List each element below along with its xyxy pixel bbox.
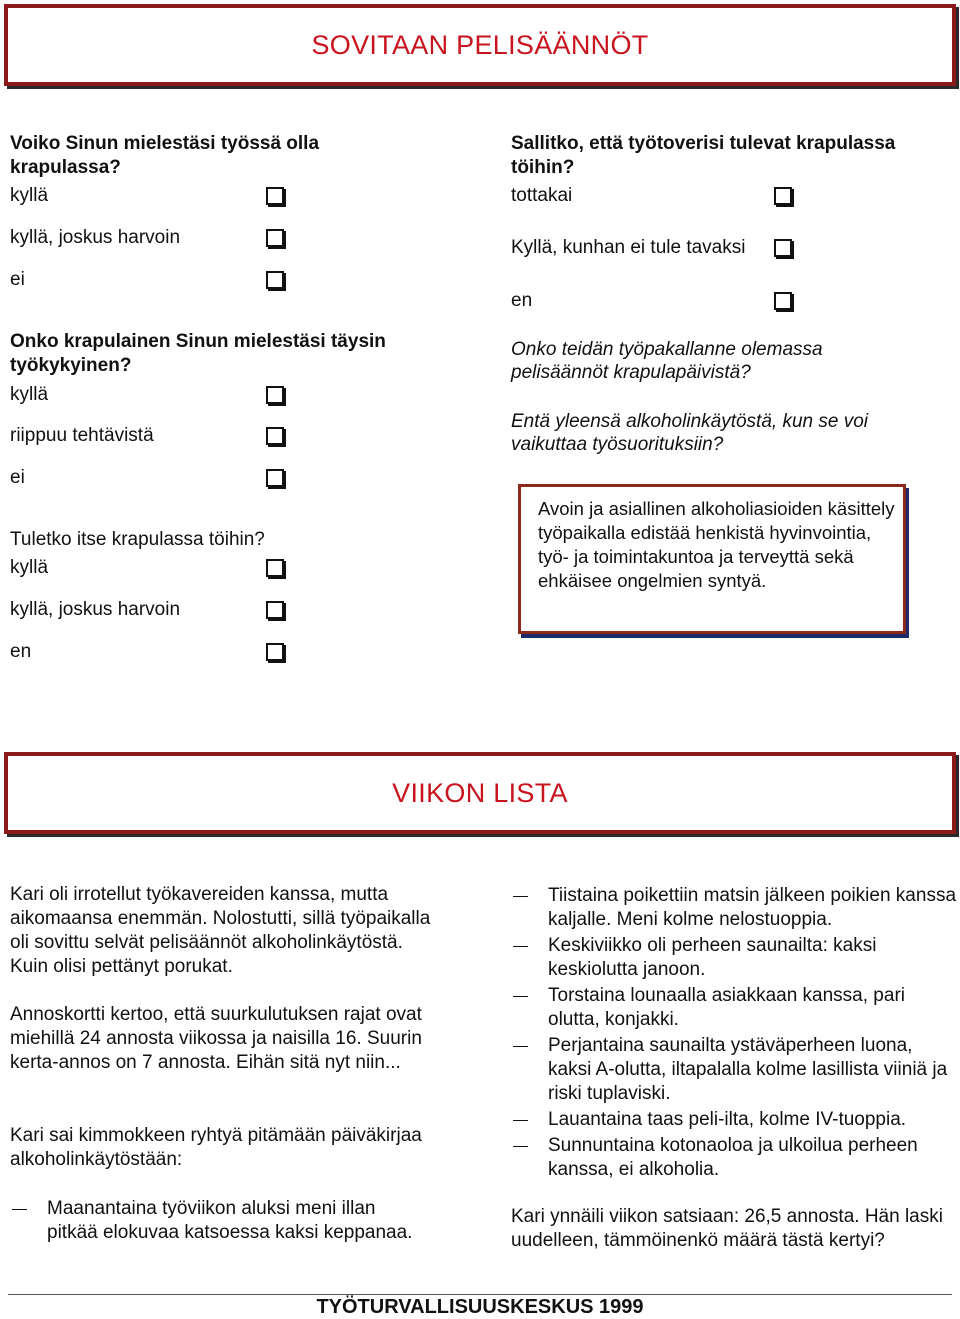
- right-bullet-list: [511, 884, 956, 1184]
- reflection-question-1: Onko teidän työpakallanne olemassa pelisäännöt krapulapäivistä?: [511, 339, 823, 383]
- q2-option-3-label: ei: [10, 467, 25, 488]
- question-4: Sallitko, että työtoverisi tulevat krapulassa töihin?: [511, 133, 896, 178]
- q1-option-2-checkbox[interactable]: [266, 229, 284, 247]
- callout-box: [518, 484, 906, 634]
- q2-option-1-checkbox[interactable]: [266, 386, 284, 404]
- question-1: Voiko Sinun mielestäsi työssä olla krapulassa?: [10, 133, 320, 178]
- dash-icon: [513, 896, 528, 897]
- list-item-text: Keskiviikko oli perheen saunailta: kaksi keskiolutta janoon.: [548, 935, 877, 980]
- q4-option-3-label: en: [511, 290, 533, 311]
- list-item: [10, 1197, 430, 1245]
- dash-icon: [513, 1046, 528, 1047]
- q4-option-3-checkbox[interactable]: [774, 292, 792, 310]
- q3-option-2-label: kyllä, joskus harvoin: [10, 599, 181, 620]
- footer-divider: [8, 1294, 952, 1295]
- q3-option-3-label: en: [10, 641, 32, 662]
- dash-icon: [513, 1146, 528, 1147]
- story-paragraph-3: Kari sai kimmokkeen ryhtyä pitämään päiväkirjaa alkoholinkäytöstään:: [10, 1125, 422, 1170]
- reflection-question-2: Entä yleensä alkoholinkäytöstä, kun se voi vaikuttaa työsuorituksiin?: [511, 411, 868, 455]
- q3-option-1-label: kyllä: [10, 557, 49, 578]
- q4-option-1-label: tottakai: [511, 185, 573, 206]
- list-item: [511, 1134, 956, 1182]
- left-bullet-list: [10, 1197, 430, 1247]
- q1-option-1-label: kyllä: [10, 185, 49, 206]
- list-item-text: Perjantaina saunailta ystäväperheen luona, kaksi A-olutta, iltapalalla kolme lasillista viiniä ja riski tuplaviski.: [548, 1035, 948, 1104]
- story-conclusion: Kari ynnäili viikon satsiaan: 26,5 annosta. Hän laski uudelleen, tämmöinenkö määrä tästä kertyi?: [511, 1206, 943, 1251]
- q4-option-2-checkbox[interactable]: [774, 239, 792, 257]
- list-item-text: Torstaina lounaalla asiakkaan kanssa, pari olutta, konjakki.: [548, 985, 905, 1030]
- q1-option-2-label: kyllä, joskus harvoin: [10, 227, 181, 248]
- callout-text: Avoin ja asiallinen alkoholiasioiden käsittely työpaikalla edistää henkistä hyvinvointia, työ- ja toimintakuntoa ja terveyttä sekä ehkäisee ongelmien syntyä.: [538, 498, 895, 591]
- q1-option-3-label: ei: [10, 269, 25, 290]
- list-item-text: Maanantaina työviikon aluksi meni illan pitkää elokuvaa katsoessa kaksi keppanaa.: [47, 1198, 413, 1243]
- header-title-box: [4, 4, 956, 86]
- list-item: [511, 1108, 956, 1132]
- list-item-text: Sunnuntaina kotonaoloa ja ulkoilua perheen kanssa, ei alkoholia.: [548, 1135, 918, 1180]
- list-item-text: Lauantaina taas peli-ilta, kolme IV-tuoppia.: [548, 1109, 907, 1130]
- q1-option-3-checkbox[interactable]: [266, 271, 284, 289]
- section-title-box: [4, 752, 956, 834]
- q3-option-2-checkbox[interactable]: [266, 601, 284, 619]
- q4-option-2-label: Kyllä, kunhan ei tule tavaksi: [511, 237, 746, 258]
- list-item: [511, 934, 956, 982]
- q4-option-1-checkbox[interactable]: [774, 187, 792, 205]
- q2-option-3-checkbox[interactable]: [266, 469, 284, 487]
- q3-option-3-checkbox[interactable]: [266, 643, 284, 661]
- section-title: VIIKON LISTA: [392, 777, 568, 808]
- q3-option-1-checkbox[interactable]: [266, 559, 284, 577]
- q2-option-2-checkbox[interactable]: [266, 427, 284, 445]
- dash-icon: [513, 946, 528, 947]
- list-item: [511, 1034, 956, 1106]
- list-item: [511, 884, 956, 932]
- question-2: Onko krapulainen Sinun mielestäsi täysin työkykyinen?: [10, 331, 386, 376]
- footer-text: TYÖTURVALLISUUSKESKUS 1999: [316, 1296, 644, 1318]
- dash-icon: [513, 996, 528, 997]
- page-title: SOVITAAN PELISÄÄNNÖT: [311, 29, 649, 60]
- list-item: [511, 984, 956, 1032]
- q1-option-1-checkbox[interactable]: [266, 187, 284, 205]
- q2-option-1-label: kyllä: [10, 384, 49, 405]
- list-item-text: Tiistaina poikettiin matsin jälkeen poikien kanssa kaljalle. Meni kolme nelostuoppia.: [548, 885, 957, 930]
- question-3: Tuletko itse krapulassa töihin?: [10, 529, 265, 550]
- q2-option-2-label: riippuu tehtävistä: [10, 425, 154, 446]
- story-paragraph-1: Kari oli irrotellut työkavereiden kanssa, mutta aikomaansa enemmän. Nolostutti, sillä työpaikalla oli sovittu selvät pelisäännöt alkoholinkäytöstä. Kuin olisi pettänyt porukat.: [10, 884, 431, 977]
- dash-icon: [513, 1120, 528, 1121]
- story-paragraph-2: Annoskortti kertoo, että suurkulutuksen rajat ovat miehillä 24 annosta viikossa ja naisilla 16. Suurin kerta-annos on 7 annosta. Eihän sitä nyt niin...: [10, 1004, 422, 1073]
- dash-icon: [12, 1209, 27, 1210]
